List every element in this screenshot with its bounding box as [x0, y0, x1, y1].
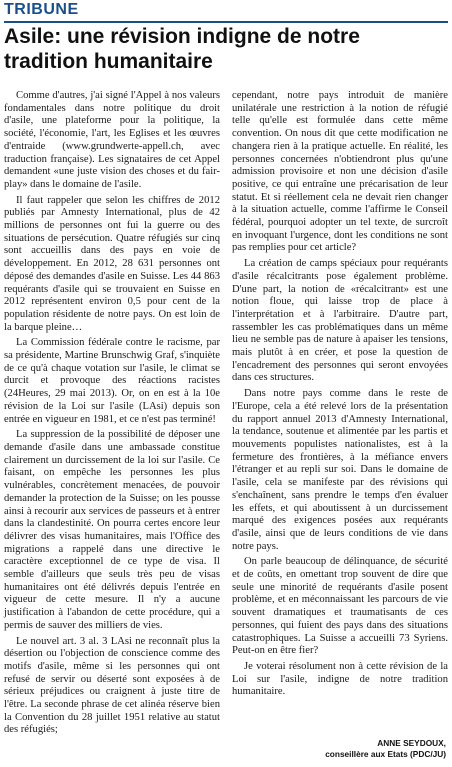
paragraph: La suppression de la possibilité de déposer une demande d'asile dans une ambassade constitue clairement un durcissement de la loi sur l'asile. Ce faisant, on empêche les personnes les plus vulnérables, concrètement menacées, de pouvoir demander la protection de la Suisse; on les pousse ainsi à recourir aux services de passeurs et à entrer dans la clandestinité. On pourra certes encore leur délivrer des visas humanitaires, mais l'Office des migrations a rappelé dans une directive le caractère exceptionnel de ce type de visa. Il semble d'ailleurs que seuls très peu de visas humanitaires ont été délivrés depuis l'entrée en vigueur de cette mesure. Il n'y a aucune justification à l'abandon de cette procédure, qui a permis de sauver des milliers de vies. [4, 429, 220, 631]
rubric-divider [4, 21, 448, 23]
author-name: ANNE SEYDOUX, [377, 738, 446, 748]
article-column-left [4, 90, 220, 750]
paragraph: Je voterai résolument non à cette révision de la Loi sur l'asile, indigne de notre tradition humanitaire. [232, 660, 448, 698]
article-column-right [232, 90, 448, 750]
paragraph: Il faut rappeler que selon les chiffres de 2012 publiés par Amnesty International, plus de 42 millions de personnes ont fui la guerre ou des situations de persécution. Quatre réfugiés sur cinq sont accueillis dans des pays en voie de développement. En 2012, 28 631 personnes ont déposé des demandes d'asile en Suisse. Les 44 863 requérants d'asile qui se trouvaient en Suisse en 2012 représentent environ 0,5 pour cent de la population résidente de notre pays. On est loin de la barque pleine… [4, 194, 220, 333]
article-headline: Asile: une révision indigne de notre tradition humanitaire [4, 25, 360, 73]
author-signature [226, 738, 446, 760]
article-body [4, 90, 448, 750]
paragraph: cependant, notre pays introduit de manière unilatérale une restriction à la notion de réfugié telle qu'elle est formulée dans cette même convention. On nous dit que cette modification ne changera rien à la pratique actuelle. En réalité, les personnes concernées n'obtiendront plus qu'une admission provisoire et non une décision d'asile positive, ce qui entraîne une précarisation de leur statut. Et si réellement cela ne devait rien changer à la situation actuelle, comme l'affirme le Conseil fédéral, pourquoi adopter un tel texte, de surcroît en invoquant l'urgence, dont les conditions ne sont pas remplies pour cet article? [232, 90, 448, 254]
paragraph: La Commission fédérale contre le racisme, par sa présidente, Martine Brunschwig Graf, s'inquiète de ce qu'à chaque votation sur l'asile, le climat se durcit et provoque des réactions racistes (24Heures, 29 mai 2013). Or, on en est à la 10e révision de la Loi sur l'asile (LAsi) depuis son entrée en vigueur en 1981, et ce n'est pas terminé! [4, 337, 220, 425]
paragraph: Comme d'autres, j'ai signé l'Appel à nos valeurs fondamentales dans notre politique du droit d'asile, une plateforme pour la politique, la société, l'économie, l'art, les Eglises et les œuvres d'entraide (www.grundwerte-appell.ch, avec traduction française). Les signataires de cet Appel demandent «une juste vision des choses et du fair-play» dans le domaine de l'asile. [4, 90, 220, 190]
paragraph: On parle beaucoup de délinquance, de sécurité et de coûts, en omettant trop souvent de dire que seule une minorité de requérants d'asile posent problème, et en méconnaissant les parcours de vie souvent dramatiques et traumatisants de ces personnes, qui fuient des pays dans des situations catastrophiques. La Suisse a accueilli 73 Syriens. Peut-on en être fier? [232, 556, 448, 657]
author-role: conseillère aux Etats (PDC/JU) [325, 749, 446, 759]
rubric-label: TRIBUNE [4, 1, 79, 18]
paragraph: Le nouvel art. 3 al. 3 LAsi ne reconnaît plus la désertion ou l'objection de conscience comme des motifs d'asile, même si les personnes qui ont refusé de servir ou déserté sont exposées à de sérieux préjudices ou craignent à juste titre de l'être. La seconde phrase de cet alinéa réserve bien la Convention du 28 juillet 1951 relative au statut des réfugiés; [4, 635, 220, 736]
paragraph: Dans notre pays comme dans le reste de l'Europe, cela a été relevé lors de la présentation du rapport annuel 2013 d'Amnesty International, la tendance, soutenue et alimentée par les partis et mouvements populistes nationalistes, est à la fermeture des frontières, à la méfiance envers l'étranger et au repli sur soi. Dans le domaine de l'asile, cela se manifeste par des révisions qui s'enchaînent, sans prendre le temps d'en évaluer les effets, et qui aboutissent à un durcissement marqué des exigences posées aux requérants d'asile, ainsi que de leurs conditions de vie dans notre pays. [232, 388, 448, 552]
paragraph: La création de camps spéciaux pour requérants d'asile récalcitrants pose également problème. D'une part, la notion de «récalcitrant» est une notion floue, qui laisse trop de place à l'interprétation et à l'arbitraire. D'autre part, rassembler les cas problématiques dans un même lieu ne semble pas de nature à apaiser les tensions, mais plutôt à en créer, et pose la question de l'encadrement des personnes qui seront envoyées dans ces structures. [232, 258, 448, 384]
